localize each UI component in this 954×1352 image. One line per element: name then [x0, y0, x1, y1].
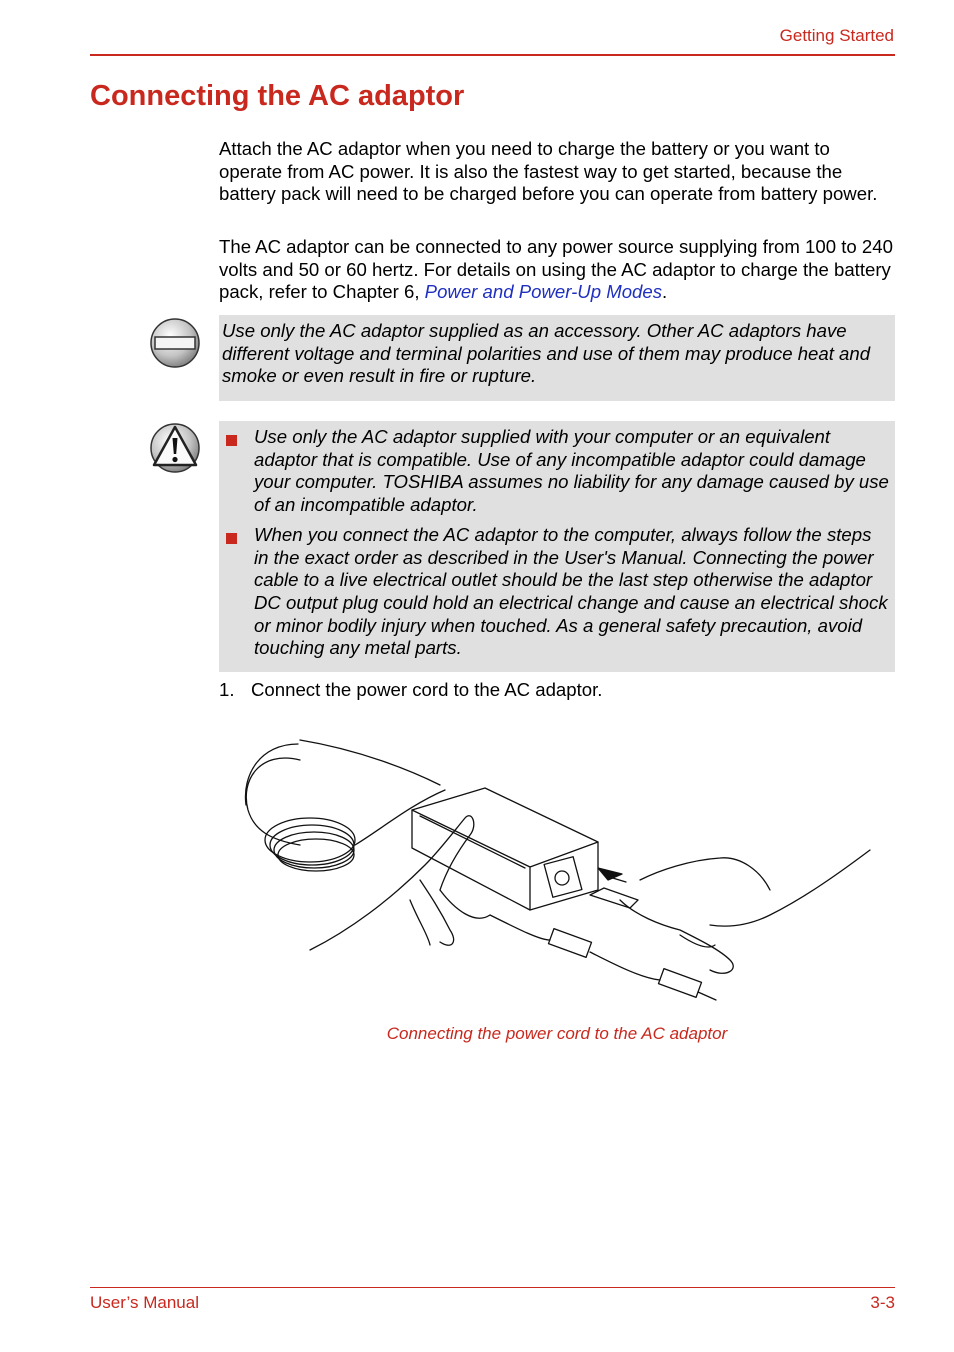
- bullet-square: [226, 435, 237, 446]
- warning-bullet: [222, 426, 889, 517]
- chapter-link[interactable]: Power and Power-Up Modes: [424, 281, 663, 303]
- voltage-text: The AC adaptor can be connected to any power source supplying from 100 to 240 volts and 50 or 60 hertz. For details on using the AC adaptor to charge the battery pack, refer to Chapter 6,: [219, 236, 893, 303]
- warning-icon: [148, 421, 202, 480]
- page-title: Connecting the AC adaptor: [90, 80, 465, 112]
- warning-bullet-text: When you connect the AC adaptor to the computer, always follow the steps in the exact order as described in the User's Manual. Connecting the power cable to a live electrical outlet should be the last step otherwise the adaptor DC output plug could hold an electrical change and cause an electrical shock or minor bodily injury when touched. As a general safety precaution, avoid touching any metal parts.: [254, 523, 888, 659]
- header-rule: [90, 54, 895, 56]
- intro-paragraph: Attach the AC adaptor when you need to charge the battery or you want to operate from AC power. It is also the fastest way to get started, because the battery pack will need to be charged before you can operate from battery power.: [219, 138, 878, 205]
- adaptor-illustration: [240, 730, 880, 1015]
- prohibit-icon: [148, 316, 202, 375]
- running-header: Getting Started: [779, 26, 894, 45]
- footer-manual-title: User’s Manual: [90, 1293, 199, 1312]
- bullet-square: [226, 533, 237, 544]
- warning-note: [219, 421, 895, 672]
- page-number: 3-3: [870, 1293, 895, 1312]
- voltage-paragraph: [219, 236, 895, 304]
- voltage-end: .: [662, 281, 668, 303]
- figure-caption: Connecting the power cord to the AC adaptor: [386, 1024, 728, 1043]
- step-item: [219, 679, 602, 702]
- step-text: Connect the power cord to the AC adaptor.: [251, 679, 603, 700]
- prohibit-note: Use only the AC adaptor supplied as an accessory. Other AC adaptors have different voltage and terminal polarities and use of them may produce heat and smoke or even result in fire or rupture.: [219, 315, 895, 401]
- footer-rule: [90, 1287, 895, 1288]
- warning-bullet-text: Use only the AC adaptor supplied with your computer or an equivalent adaptor that is compatible. Use of any incompatible adaptor could damage your computer. TOSHIBA assumes no liability for any damage caused by use of an incompatible adaptor.: [254, 426, 889, 516]
- step-number: 1.: [219, 679, 235, 700]
- warning-bullet: [222, 524, 889, 660]
